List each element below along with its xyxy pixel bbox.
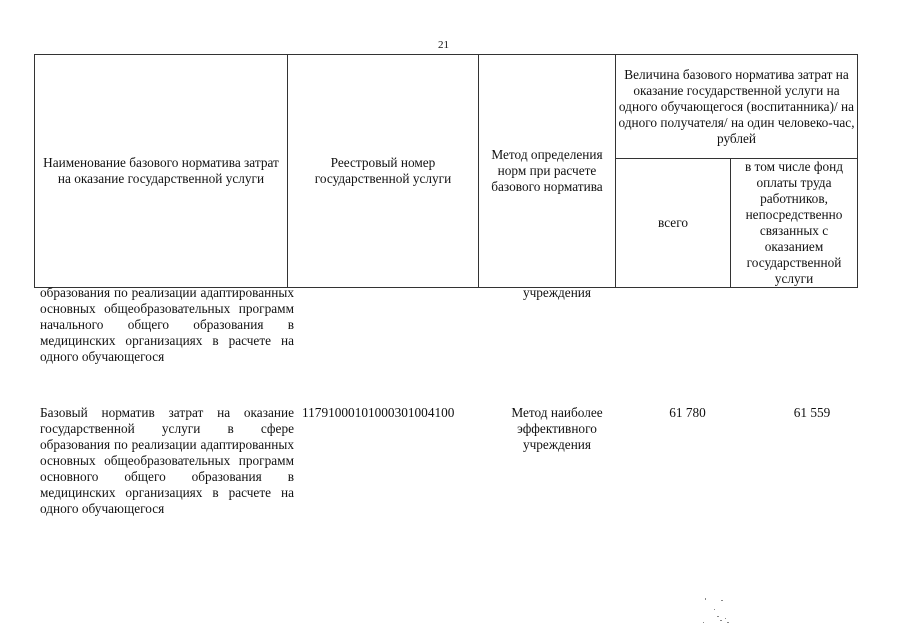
header-total: всего [616, 159, 731, 288]
header-name: Наименование базового норматива затрат на оказание государственной услуги [35, 55, 288, 288]
row-1-name-continued: образования по реализации адаптированных основных общеобразовательных программ начального общего образования в медицинских организациях в расчете на одного обучающегося [40, 285, 294, 364]
row-2-payroll: 61 559 [793, 405, 831, 420]
scan-artifact-icon [703, 598, 743, 628]
header-payroll: в том числе фонд оплаты труда работников, непосредственно связанных с оказанием государственной услуги [731, 159, 858, 288]
row-2-method: Метод наиболее эффективного учреждения [511, 405, 603, 452]
row-2-registry-number: 11791000101000301004100 [302, 405, 455, 420]
row-2-name: Базовый норматив затрат на оказание государственной услуги в сфере образования по реализации адаптированных основных общеобразовательных программ основного общего образования в медицинских организациях в расчете на одного обучающегося [40, 405, 294, 516]
page-number: 21 [438, 39, 449, 51]
row-1-method-continued: учреждения [522, 285, 592, 300]
header-value-group: Величина базового норматива затрат на оказание государственной услуги на одного обучающегося (воспитанника)/ на одного получателя/ на один человеко-час, рублей [616, 55, 858, 159]
row-2-total: 61 780 [669, 405, 706, 420]
header-registry-number: Реестровый номер государственной услуги [288, 55, 479, 288]
header-method: Метод определения норм при расчете базового норматива [479, 55, 616, 288]
table-header [34, 54, 858, 288]
